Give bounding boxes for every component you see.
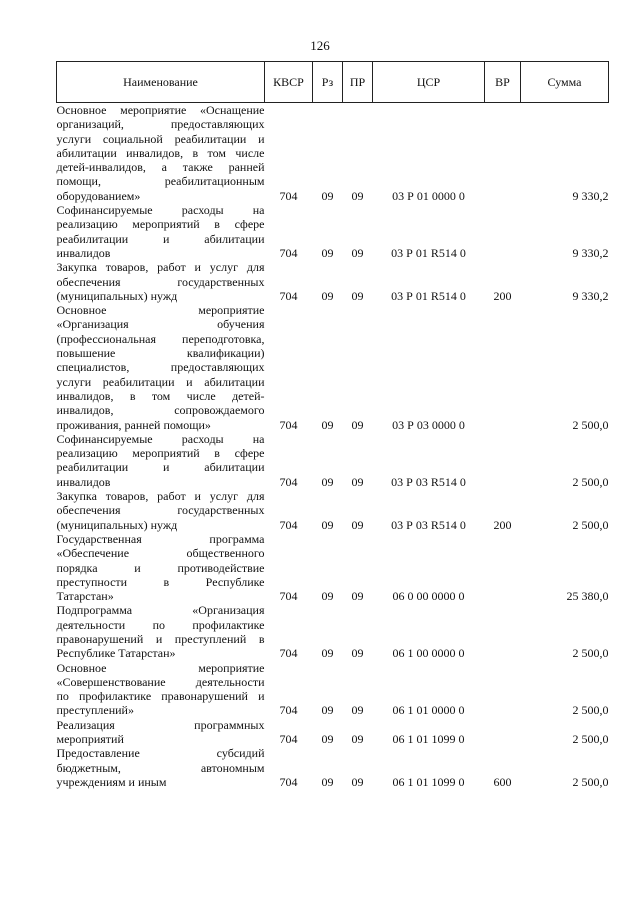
row-pr: 09: [351, 517, 364, 532]
row-name-line: Основное мероприятие «Оснащение: [56, 103, 265, 117]
row-name-line: Татарстан»: [56, 589, 114, 604]
row-vr: [485, 661, 521, 718]
row-pr: 09: [351, 589, 364, 604]
row-rz: 09: [321, 288, 334, 303]
row-csr: 06 0 00 0000 0: [392, 589, 465, 604]
row-sum: 2 500,0: [572, 417, 609, 432]
row-csr: 03 Р 03 0000 0: [392, 417, 465, 432]
row-name-lines: [57, 260, 265, 303]
row-vr: [485, 203, 521, 260]
row-name: [57, 303, 265, 432]
row-pr: 09: [351, 188, 364, 203]
header-vr: ВР: [485, 62, 521, 103]
row-name: [57, 532, 265, 603]
row-name-line: организаций, предоставляющих: [56, 117, 265, 132]
row-name-lines: [57, 532, 265, 603]
row-sum: 2 500,0: [572, 646, 609, 661]
row-name-line: обеспечения государственных: [56, 274, 265, 289]
row-kvsr: 704: [279, 589, 298, 604]
row-kvsr: 704: [279, 703, 298, 718]
row-name: [57, 489, 265, 532]
row-name-line: обеспечения государственных: [56, 503, 265, 518]
row-name: [57, 718, 265, 747]
row-sum: 2 500,0: [572, 774, 609, 789]
row-name-line: Основное мероприятие: [56, 303, 265, 318]
row-name-line: детей-инвалидов, а также ранней: [56, 160, 265, 175]
row-name-lines: [57, 661, 265, 718]
row-csr: 03 Р 03 R514 0: [391, 517, 466, 532]
row-name: [57, 661, 265, 718]
row-rz: 09: [321, 245, 334, 260]
row-pr: 09: [351, 474, 364, 489]
row-vr: 200: [493, 288, 512, 303]
table-row: [57, 303, 609, 432]
row-vr: 200: [493, 517, 512, 532]
row-name-lines: [57, 432, 265, 489]
row-name-line: Государственная программа: [56, 531, 265, 546]
row-kvsr: 704: [279, 288, 298, 303]
row-rz: 09: [321, 517, 334, 532]
row-rz: 09: [321, 774, 334, 789]
page-number: 126: [310, 38, 330, 53]
row-csr: 03 Р 01 0000 0: [392, 188, 465, 203]
row-vr: 600: [493, 774, 512, 789]
row-name-line: Закупка товаров, работ и услуг для: [56, 489, 265, 504]
row-name-line: Республике Татарстан»: [56, 646, 176, 661]
row-pr: 09: [351, 774, 364, 789]
row-csr: 06 1 01 0000 0: [392, 703, 465, 718]
row-pr: 09: [351, 417, 364, 432]
row-name-lines: [57, 603, 265, 660]
row-vr: [485, 718, 521, 747]
row-name: [57, 260, 265, 303]
header-pr: ПР: [343, 62, 373, 103]
header-kvsr: КВСР: [265, 62, 313, 103]
row-sum: 2 500,0: [572, 732, 609, 747]
row-name-line: правонарушений и преступлений в: [56, 631, 265, 646]
row-name: [57, 103, 265, 204]
row-name-line: Основное мероприятие: [56, 660, 265, 675]
row-name-lines: [57, 746, 265, 789]
table-row: [57, 432, 609, 489]
row-csr: 06 1 01 1099 0: [392, 732, 465, 747]
row-rz: 09: [321, 188, 334, 203]
row-kvsr: 704: [279, 417, 298, 432]
budget-table-container: [56, 61, 608, 789]
row-name-line: Реализация программных: [56, 717, 265, 732]
table-row: [57, 661, 609, 718]
row-name-line: повышение квалификации): [56, 346, 265, 361]
row-kvsr: 704: [279, 517, 298, 532]
row-csr: 03 Р 01 R514 0: [391, 245, 466, 260]
row-rz: 09: [321, 589, 334, 604]
row-name-line: услуги реабилитации и абилитации: [56, 374, 265, 389]
row-name-line: проживания, ранней помощи»: [56, 417, 211, 432]
row-name-line: бюджетным, автономным: [56, 760, 265, 775]
row-vr: [485, 532, 521, 603]
row-name-line: Софинансируемые расходы на: [56, 203, 265, 218]
row-rz: 09: [321, 703, 334, 718]
row-name-line: (муниципальных) нужд: [56, 517, 178, 532]
table-row: [57, 718, 609, 747]
row-vr: [485, 432, 521, 489]
row-kvsr: 704: [279, 646, 298, 661]
row-name-lines: [57, 103, 265, 203]
row-name: [57, 746, 265, 789]
row-kvsr: 704: [279, 732, 298, 747]
row-name-line: учреждениям и иным: [56, 774, 167, 789]
row-pr: 09: [351, 703, 364, 718]
row-name-line: реализацию мероприятий в сфере: [56, 446, 265, 461]
row-name-line: «Обеспечение общественного: [56, 546, 265, 561]
table-row: [57, 603, 609, 660]
row-name-line: Подпрограмма «Организация: [56, 603, 265, 618]
row-name-line: мероприятий: [56, 732, 124, 747]
row-csr: 06 1 01 1099 0: [392, 774, 465, 789]
row-name-line: деятельности по профилактике: [56, 617, 265, 632]
row-kvsr: 704: [279, 774, 298, 789]
row-name-line: преступлений»: [56, 703, 134, 718]
row-sum: 2 500,0: [572, 474, 609, 489]
row-rz: 09: [321, 646, 334, 661]
row-name-line: абилитации инвалидов, в том числе: [56, 145, 265, 160]
row-name-line: Софинансируемые расходы на: [56, 431, 265, 446]
row-pr: 09: [351, 732, 364, 747]
row-sum: 2 500,0: [572, 517, 609, 532]
row-vr: [485, 603, 521, 660]
row-name-line: «Организация обучения: [56, 317, 265, 332]
row-name-line: помощи, реабилитационным: [56, 174, 265, 189]
row-pr: 09: [351, 646, 364, 661]
row-name-line: Предоставление субсидий: [56, 746, 265, 761]
row-name-line: специалистов, предоставляющих: [56, 360, 265, 375]
row-name-line: инвалидов: [56, 474, 111, 489]
row-rz: 09: [321, 417, 334, 432]
table-row: [57, 203, 609, 260]
row-csr: 03 Р 01 R514 0: [391, 288, 466, 303]
row-kvsr: 704: [279, 474, 298, 489]
row-rz: 09: [321, 732, 334, 747]
row-name-lines: [57, 303, 265, 432]
row-name-line: преступности в Республике: [56, 574, 265, 589]
row-sum: 25 380,0: [566, 589, 609, 604]
row-name-line: (муниципальных) нужд: [56, 288, 178, 303]
table-header-row: [57, 62, 609, 103]
row-name-line: инвалидов: [56, 245, 111, 260]
row-kvsr: 704: [279, 245, 298, 260]
table-row: [57, 103, 609, 204]
row-name-lines: [57, 718, 265, 747]
row-vr: [485, 303, 521, 432]
row-name-lines: [57, 489, 265, 532]
table-body: [57, 103, 609, 790]
row-sum: 9 330,2: [572, 188, 609, 203]
header-csr: ЦСР: [373, 62, 485, 103]
row-name-line: «Совершенствование деятельности: [56, 674, 265, 689]
row-kvsr: 704: [279, 188, 298, 203]
row-name-line: порядка и противодействие: [56, 560, 265, 575]
header-sum: Сумма: [521, 62, 609, 103]
row-name: [57, 432, 265, 489]
row-vr: [485, 103, 521, 204]
row-csr: 03 Р 03 R514 0: [391, 474, 466, 489]
row-csr: 06 1 00 0000 0: [392, 646, 465, 661]
row-sum: 9 330,2: [572, 245, 609, 260]
row-sum: 2 500,0: [572, 703, 609, 718]
row-name-line: инвалидов, сопровождаемого: [56, 403, 265, 418]
row-name-line: оборудованием»: [56, 188, 141, 203]
row-pr: 09: [351, 245, 364, 260]
row-name-line: реабилитации и абилитации: [56, 231, 265, 246]
row-pr: 09: [351, 288, 364, 303]
header-name: Наименование: [57, 62, 265, 103]
row-name: [57, 603, 265, 660]
row-name-line: услуги социальной реабилитации и: [56, 131, 265, 146]
table-row: [57, 489, 609, 532]
row-name-lines: [57, 203, 265, 260]
row-name-line: инвалидов, в том числе детей-: [56, 388, 265, 403]
table-row: [57, 746, 609, 789]
row-name: [57, 203, 265, 260]
row-sum: 9 330,2: [572, 288, 609, 303]
header-rz: Рз: [313, 62, 343, 103]
row-name-line: по профилактике правонарушений и: [56, 689, 265, 704]
row-rz: 09: [321, 474, 334, 489]
budget-table: [56, 61, 609, 789]
row-name-line: Закупка товаров, работ и услуг для: [56, 260, 265, 275]
row-name-line: реализацию мероприятий в сфере: [56, 217, 265, 232]
row-name-line: (профессиональная переподготовка,: [56, 331, 265, 346]
table-row: [57, 532, 609, 603]
row-name-line: реабилитации и абилитации: [56, 460, 265, 475]
table-row: [57, 260, 609, 303]
